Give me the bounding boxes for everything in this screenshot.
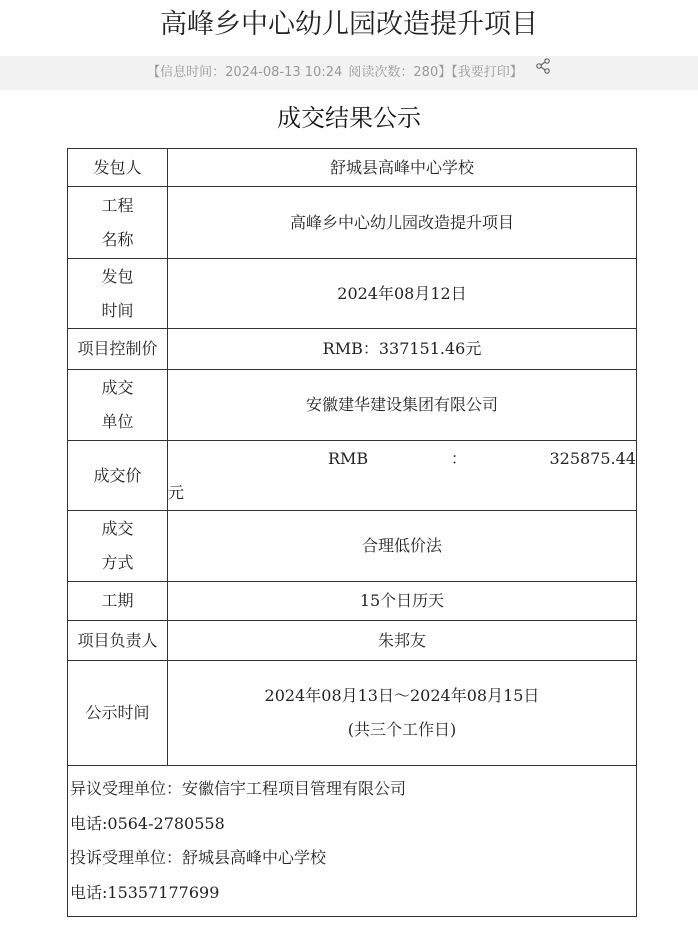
label-line: 工程: [101, 195, 134, 215]
bracket-close: 】: [509, 65, 523, 80]
row-label: 成交价: [68, 441, 168, 511]
row-value: 合理低价法: [168, 511, 637, 582]
row-label: [68, 511, 168, 582]
row-value: 朱邦友: [168, 621, 637, 661]
objection-unit: 异议受理单位：安徽信宇工程项目管理有限公司: [70, 779, 407, 798]
row-label: 公示时间: [68, 661, 168, 766]
row-value: [168, 441, 637, 511]
complaint-phone: 电话:15357177699: [70, 882, 220, 902]
row-value: [168, 661, 637, 766]
row-label: [68, 259, 168, 329]
label-line: 名称: [101, 229, 134, 249]
row-value: 2024年08月12日: [168, 259, 637, 329]
row-value: 15个日历天: [168, 582, 637, 621]
row-label: [68, 370, 168, 441]
label-line: 单位: [101, 412, 134, 431]
row-value: 舒城县高峰中心学校: [168, 149, 637, 187]
table-row: [68, 661, 637, 766]
row-label: 项目负责人: [68, 621, 168, 661]
row-value: 安徽建华建设集团有限公司: [168, 370, 637, 441]
row-label: [68, 187, 168, 259]
table-row: [68, 441, 637, 511]
published-label: 信息时间：: [160, 65, 226, 80]
print-link[interactable]: 我要打印: [457, 65, 510, 80]
views-label: 阅读次数：: [348, 65, 414, 80]
row-value: RMB：337151.46元: [168, 329, 637, 370]
table-row: [68, 149, 637, 187]
page-title: 高峰乡中心幼儿园改造提升项目: [160, 9, 538, 40]
label-line: 时间: [101, 300, 134, 320]
price-unit: 元: [168, 482, 185, 502]
label-line: 成交: [101, 378, 134, 397]
table-row: [68, 511, 637, 582]
bracket-mid: 】【: [438, 65, 458, 80]
result-table: [67, 148, 637, 917]
table-row: [68, 370, 637, 441]
price-currency: RMB: [328, 448, 369, 468]
document-heading: 成交结果公示: [277, 104, 421, 132]
row-value: 高峰乡中心幼儿园改造提升项目: [168, 187, 637, 259]
label-line: 发包: [101, 266, 134, 286]
published-time: 2024-08-13 10:24: [225, 65, 343, 80]
table-row: [68, 766, 637, 917]
notice-period: 2024年08月13日～2024年08月15日: [264, 686, 540, 705]
row-label: 项目控制价: [68, 329, 168, 370]
views-count: 280: [413, 65, 439, 80]
label-line: 方式: [101, 553, 134, 572]
complaint-unit: 投诉受理单位：舒城县高峰中心学校: [70, 848, 327, 867]
table-row: [68, 621, 637, 661]
article-info-bar: [0, 56, 698, 90]
notice-days: (共三个工作日): [347, 720, 457, 739]
contact-cell: [68, 766, 637, 917]
table-row: [68, 329, 637, 370]
price-amount: 325875.44: [549, 448, 636, 468]
price-line: [168, 442, 636, 476]
label-line: 成交: [101, 519, 134, 538]
table-row: [68, 187, 637, 259]
row-label: 工期: [68, 582, 168, 621]
share-icon[interactable]: [535, 54, 551, 88]
objection-phone: 电话:0564-2780558: [70, 813, 225, 833]
row-label: 发包人: [68, 149, 168, 187]
bracket-open: 【: [147, 65, 161, 80]
price-colon: ：: [450, 448, 467, 468]
table-row: [68, 259, 637, 329]
table-row: [68, 582, 637, 621]
